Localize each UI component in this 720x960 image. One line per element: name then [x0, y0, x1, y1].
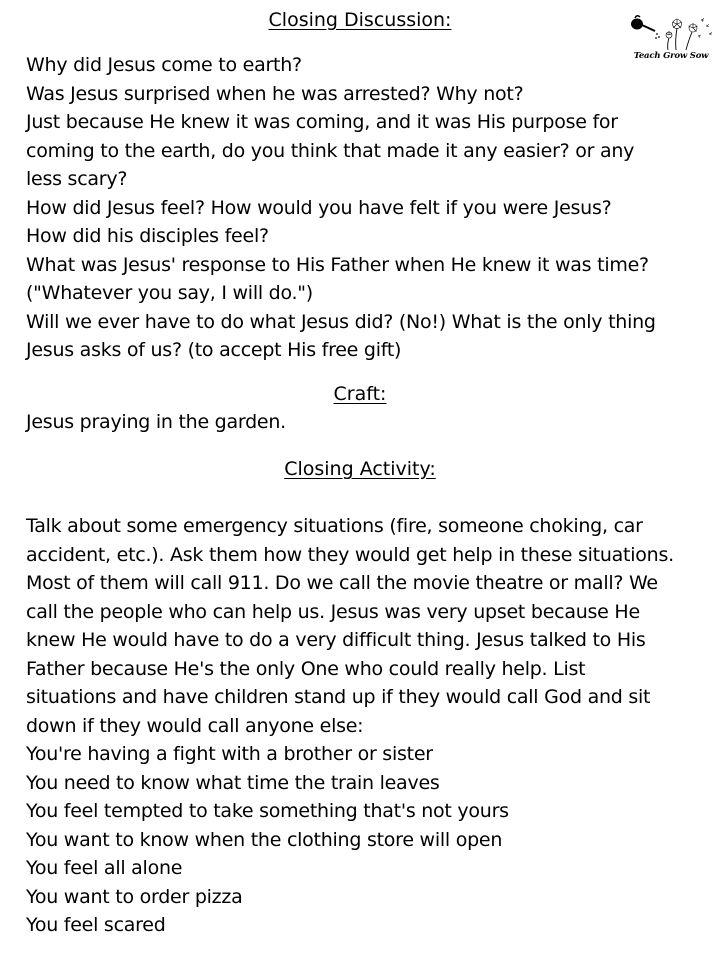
situation-item: You feel all alone [26, 857, 183, 879]
situation-item: You're having a fight with a brother or sister [26, 743, 433, 765]
discussion-line: What was Jesus' response to His Father when He knew it was time? [26, 253, 649, 276]
situation-item: You feel scared [26, 914, 166, 936]
activity-line: situations and have children stand up if they would call God and sit [26, 686, 651, 708]
activity-line: knew He would have to do a very difficult thing. Jesus talked to His [26, 629, 646, 651]
activity-line: down if they would call anyone else: [26, 714, 364, 737]
closing-discussion-questions [26, 51, 706, 365]
closing-activity-heading: Closing Activity: [284, 458, 436, 480]
closing-activity-text [26, 512, 706, 940]
discussion-line: Will we ever have to do what Jesus did? (No!) What is the only thing [26, 310, 656, 333]
activity-line: call the people who can help us. Jesus was very upset because He [26, 600, 640, 623]
discussion-line: Why did Jesus come to earth? [26, 54, 302, 76]
discussion-line: Jesus asks of us? (to accept His free gift) [26, 339, 402, 361]
situation-item: You need to know what time the train leaves [26, 771, 440, 794]
discussion-line: Was Jesus surprised when he was arrested? Why not? [26, 82, 524, 105]
activity-line: Talk about some emergency situations (fire, someone choking, car [26, 515, 643, 537]
craft-description [26, 408, 706, 437]
discussion-line: coming to the earth, do you think that made it any easier? or any [26, 139, 635, 162]
activity-line: Father because He's the only One who could really help. List [26, 657, 586, 680]
activity-line: Most of them will call 911. Do we call the movie theatre or mall? We [26, 572, 658, 594]
discussion-line: less scary? [26, 168, 128, 190]
discussion-line: How did his disciples feel? [26, 225, 269, 247]
logo-text: Teach Grow Sow [633, 51, 709, 61]
activity-line: accident, etc.). Ask them how they would get help in these situations. [26, 543, 674, 566]
situation-item: You want to order pizza [26, 885, 243, 908]
discussion-line: ("Whatever you say, I will do.") [26, 282, 313, 304]
discussion-line: Just because He knew it was coming, and it was His purpose for [26, 111, 618, 133]
craft-line: Jesus praying in the garden. [26, 411, 286, 433]
situation-item: You feel tempted to take something that's not yours [26, 800, 509, 822]
situation-item: You want to know when the clothing store will open [26, 828, 503, 851]
discussion-line: How did Jesus feel? How would you have felt if you were Jesus? [26, 196, 612, 219]
craft-heading: Craft: [333, 383, 387, 405]
closing-discussion-heading: Closing Discussion: [268, 9, 452, 31]
